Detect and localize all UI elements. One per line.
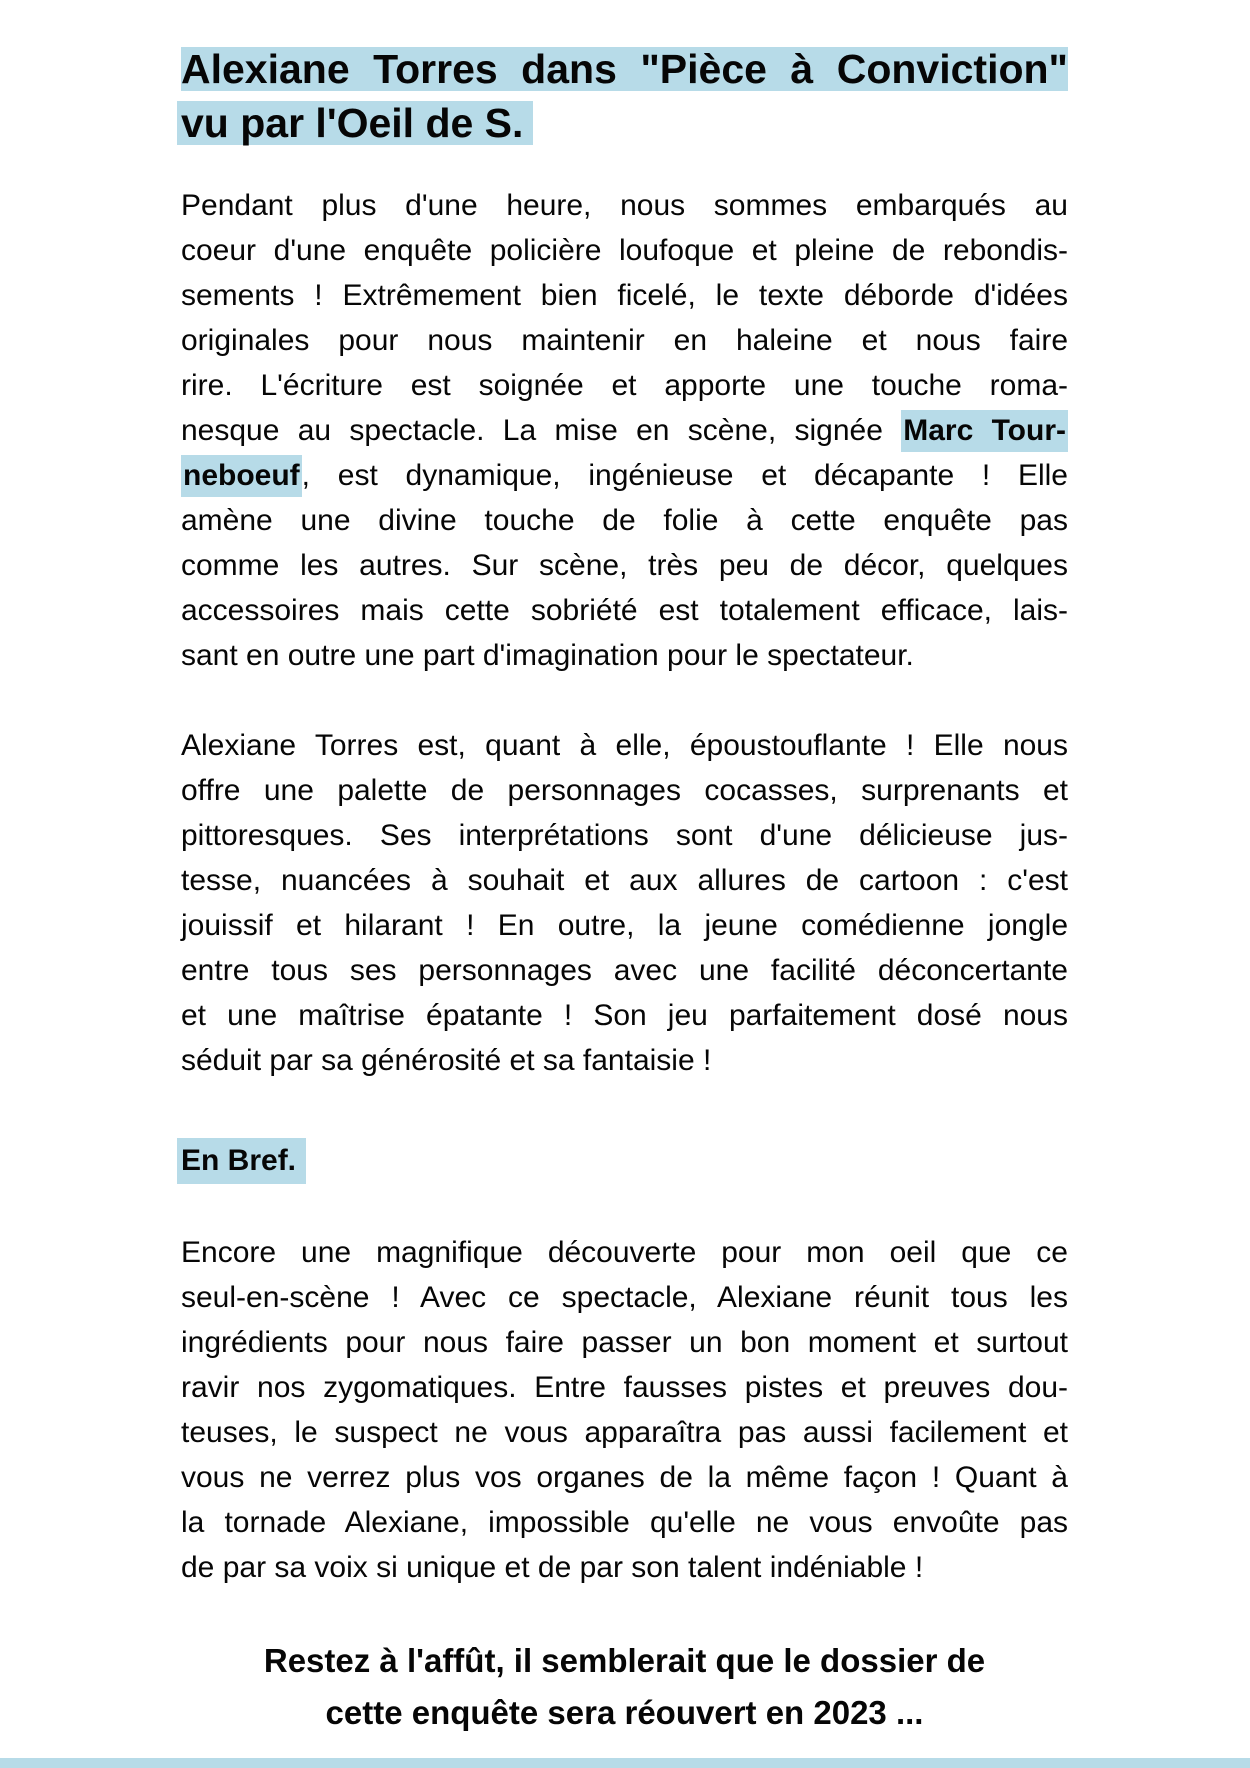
- paragraph-staging-review: [181, 183, 1068, 678]
- text-segment: Encore une magnifique découverte pour mon oeil que ce: [181, 1236, 1068, 1269]
- text-segment: ravir nos zygomatiques. Entre fausses pistes et preuves dou-: [181, 1371, 1068, 1404]
- text-line: [181, 228, 1068, 273]
- text-line: [181, 1410, 1068, 1455]
- text-segment: comme les autres. Sur scène, très peu de décor, quelques: [181, 549, 1068, 582]
- text-segment: sant en outre une part d'imagination pour le spectateur.: [181, 639, 914, 672]
- text-segment: offre une palette de personnages cocasses, surprenants et: [181, 774, 1068, 807]
- text-segment: et une maîtrise épatante ! Son jeu parfaitement dosé nous: [181, 999, 1068, 1032]
- text-line: [181, 723, 1068, 768]
- text-line: [181, 453, 1068, 498]
- text-segment: amène une divine touche de folie à cette enquête pas: [181, 504, 1068, 537]
- text-line: [181, 948, 1068, 993]
- text-segment: Pendant plus d'une heure, nous sommes embarqués au: [181, 189, 1068, 222]
- text-line: [181, 498, 1068, 543]
- text-segment: coeur d'une enquête policière loufoque et pleine de rebondis-: [181, 234, 1068, 267]
- article-title: [181, 47, 1068, 145]
- text-segment: nesque au spectacle. La mise en scène, signée: [181, 414, 902, 447]
- text-line: [181, 273, 1068, 318]
- text-segment: sements ! Extrêmement bien ficelé, le texte déborde d'idées: [181, 279, 1068, 312]
- text-line: [181, 1500, 1068, 1545]
- bottom-accent-bar: [0, 1758, 1250, 1768]
- text-line: [181, 903, 1068, 948]
- text-segment: pittoresques. Ses interprétations sont d'une délicieuse jus-: [181, 819, 1068, 852]
- closing-line-2: cette enquête sera réouvert en 2023 ...: [325, 1694, 924, 1731]
- text-line: [181, 363, 1068, 408]
- title-line-2-highlight: vu par l'Oeil de S.: [177, 101, 533, 145]
- text-line: [181, 1455, 1068, 1500]
- text-line: [181, 1545, 1068, 1590]
- text-line: [181, 183, 1068, 228]
- highlighted-name: neboeuf: [181, 455, 302, 497]
- text-segment: originales pour nous maintenir en haleine et nous faire: [181, 324, 1068, 357]
- text-segment: seul-en-scène ! Avec ce spectacle, Alexiane réunit tous les: [181, 1281, 1068, 1314]
- subheading-highlight: En Bref.: [177, 1138, 306, 1184]
- review-article: [181, 47, 1068, 1739]
- text-line: [181, 408, 1068, 453]
- text-segment: la tornade Alexiane, impossible qu'elle ne vous envoûte pas: [181, 1506, 1068, 1539]
- text-line: [181, 1230, 1068, 1275]
- title-line-1: Alexiane Torres dans "Pièce à Conviction": [181, 46, 1068, 92]
- text-segment: jouissif et hilarant ! En outre, la jeune comédienne jongle: [181, 909, 1068, 942]
- text-line: [181, 1365, 1068, 1410]
- text-segment: accessoires mais cette sobriété est totalement efficace, lais-: [181, 594, 1068, 627]
- subheading-en-bref: [181, 1138, 1068, 1184]
- paragraph-conclusion: [181, 1230, 1068, 1590]
- highlighted-name: Marc Tour-: [901, 410, 1068, 452]
- text-segment: entre tous ses personnages avec une facilité déconcertante: [181, 954, 1068, 987]
- text-line: [181, 318, 1068, 363]
- text-segment: vous ne verrez plus vos organes de la même façon ! Quant à: [181, 1461, 1068, 1494]
- closing-line-1: Restez à l'affût, il semblerait que le dossier de: [263, 1642, 986, 1679]
- text-line: [181, 993, 1068, 1038]
- closing-note: [181, 1635, 1068, 1739]
- text-line: [181, 543, 1068, 588]
- text-line: [181, 1275, 1068, 1320]
- text-line: [181, 1038, 1068, 1083]
- text-line: [181, 768, 1068, 813]
- text-segment: séduit par sa générosité et sa fantaisie !: [181, 1044, 712, 1077]
- text-segment: Alexiane Torres est, quant à elle, époustouflante ! Elle nous: [181, 729, 1068, 762]
- text-line: [181, 633, 1068, 678]
- text-line: [181, 858, 1068, 903]
- text-segment: tesse, nuancées à souhait et aux allures de cartoon : c'est: [181, 864, 1068, 897]
- text-line: [181, 813, 1068, 858]
- paragraph-actress-review: [181, 723, 1068, 1083]
- text-line: [181, 1320, 1068, 1365]
- text-segment: de par sa voix si unique et de par son talent indéniable !: [181, 1551, 924, 1584]
- text-segment: , est dynamique, ingénieuse et décapante ! Elle: [301, 459, 1068, 492]
- title-line-2: [181, 101, 1068, 145]
- text-segment: rire. L'écriture est soignée et apporte une touche roma-: [181, 369, 1068, 402]
- text-segment: ingrédients pour nous faire passer un bon moment et surtout: [181, 1326, 1068, 1359]
- text-segment: teuses, le suspect ne vous apparaîtra pas aussi facilement et: [181, 1416, 1068, 1449]
- text-line: [181, 588, 1068, 633]
